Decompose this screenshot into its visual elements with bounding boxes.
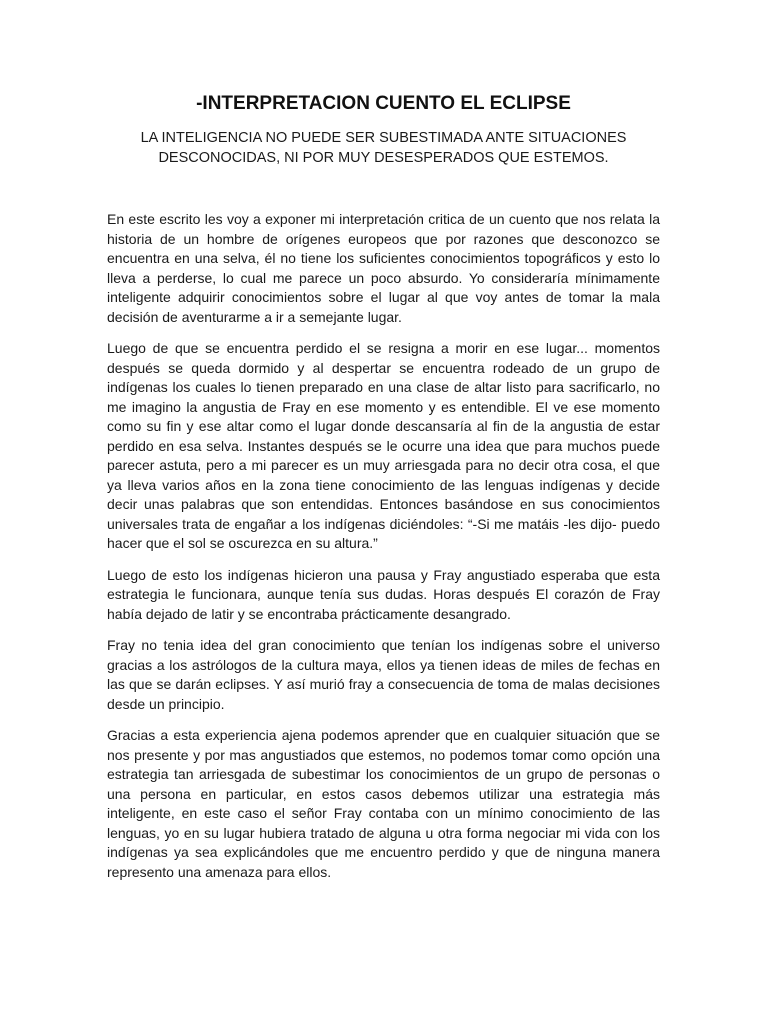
body-paragraph: Luego de que se encuentra perdido el se resigna a morir en ese lugar... momentos después se queda dormido y al despertar se encuentra rodeado de un grupo de indígenas los cuales lo tienen preparado en una clase de altar listo para sacrificarlo, no me imagino la angustia de Fray en ese momento y es entendible. El ve ese momento como su fin y ese altar como el lugar donde descansaría al fin de la angustia de estar perdido en esa selva. Instantes después se le ocurre una idea que para muchos puede parecer astuta, pero a mi parecer es un muy arriesgada para no decir otra cosa, el que ya lleva varios años en la zona tiene conocimiento de las lenguas indígenas y decide decir unas palabras que son entendidas. Entonces basándose en sus conocimientos universales trata de engañar a los indígenas diciéndoles: “-Si me matáis -les dijo- puedo hacer que el sol se oscurezca en su altura.” bbox=[107, 340, 660, 551]
subtitle-line: DESCONOCIDAS, NI POR MUY DESESPERADOS QUE ESTEMOS. bbox=[158, 150, 609, 166]
body-paragraph: Fray no tenia idea del gran conocimiento que tenían los indígenas sobre el universo gracias a los astrólogos de la cultura maya, ellos ya tienen ideas de miles de fechas en las que se darán eclipses. Y así murió fray a consecuencia de toma de malas decisiones desde un principio. bbox=[107, 637, 660, 712]
document-subtitle bbox=[107, 128, 660, 168]
subtitle-line: LA INTELIGENCIA NO PUEDE SER SUBESTIMADA ANTE SITUACIONES bbox=[140, 130, 627, 146]
body-paragraph: Luego de esto los indígenas hicieron una pausa y Fray angustiado esperaba que esta estrategia le funcionara, aunque tenía sus dudas. Horas después El corazón de Fray había dejado de latir y se encontraba prácticamente desangrado. bbox=[107, 566, 660, 622]
body-paragraph: En este escrito les voy a exponer mi interpretación critica de un cuento que nos relata la historia de un hombre de orígenes europeos que por razones que desconozco se encuentra en una selva, él no tiene los suficientes conocimientos topográficos y esto lo lleva a perderse, lo cual me parece un poco absurdo. Yo consideraría mínimamente inteligente adquirir conocimientos sobre el lugar al que voy antes de tomar la mala decisión de aventurarme a ir a semejante lugar. bbox=[107, 211, 660, 325]
document-title: -INTERPRETACION CUENTO EL ECLIPSE bbox=[196, 93, 571, 114]
document-body bbox=[107, 210, 660, 882]
document-page bbox=[107, 92, 660, 894]
body-paragraph: Gracias a esta experiencia ajena podemos aprender que en cualquier situación que se nos presente y por mas angustiados que estemos, no podemos tomar como opción una estrategia tan arriesgada de subestimar los conocimientos de un grupo de personas o una persona en particular, en estos casos debemos utilizar una estrategia más inteligente, en este caso el señor Fray contaba con un mínimo conocimiento de las lenguas, yo en su lugar hubiera tratado de alguna u otra forma negociar mi vida con los indígenas ya sea explicándoles que me encuentro perdido y que de ninguna manera represento una amenaza para ellos. bbox=[107, 727, 660, 880]
